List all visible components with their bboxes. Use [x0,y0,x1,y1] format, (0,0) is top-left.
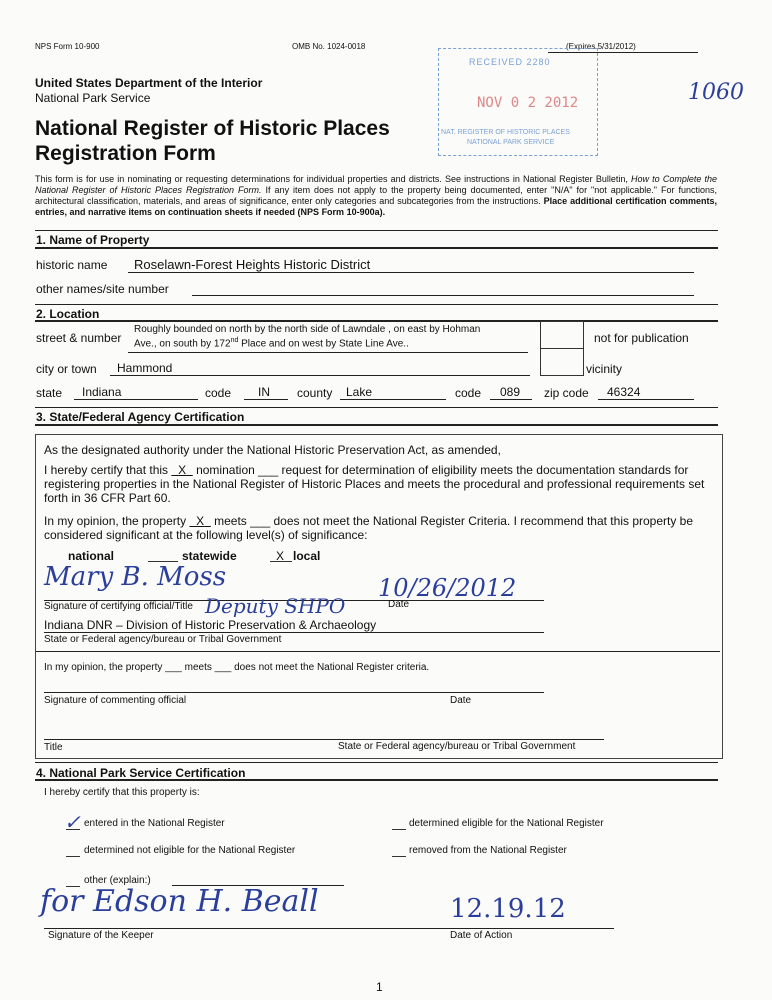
stamp-line3: NAT. REGISTER OF HISTORIC PLACES [441,129,570,136]
section3-title: 3. State/Federal Agency Certification [36,410,245,424]
state-value[interactable]: Indiana [82,385,122,399]
nps-cert-intro: I hereby certify that this property is: [44,787,200,798]
level-local-mark: X [276,549,285,563]
not-for-publication-checkbox[interactable] [540,321,584,349]
certifying-signature-label: Signature of certifying official/Title [44,601,193,612]
date-of-action-label: Date of Action [450,930,513,941]
stamp-line4: NATIONAL PARK SERVICE [467,139,555,146]
county-label: county [297,386,333,400]
keeper-signature: for Edson H. Beall [40,884,319,919]
zip-value[interactable]: 46324 [607,385,641,399]
stamp-line1: RECEIVED 2280 [469,57,551,67]
historic-name-label: historic name [36,258,108,272]
certifying-signature: Mary B. Moss [44,562,227,592]
county-code-label: code [455,386,482,400]
vicinity-checkbox[interactable] [540,348,584,376]
option-entered[interactable]: entered in the National Register [84,818,225,829]
state-code-value[interactable]: IN [258,385,270,399]
county-value[interactable]: Lake [346,385,373,399]
city-label: city or town [36,362,97,376]
county-code-value[interactable]: 089 [500,385,521,399]
cert-p2: I hereby certify that this X nomination ___ request for determination of eligibility meets the documentation standards for registering properties in the National Register of Historic Places and meets the procedural and professional requirements set forth in 36 CFR Part 60. [44,463,705,505]
opt1-check-handwritten: ✓ [64,810,81,834]
vicinity-label: vicinity [586,362,623,376]
level-national[interactable]: national [68,549,115,563]
section2-title: 2. Location [36,307,100,321]
commenting-agency-label: State or Federal agency/bureau or Tribal Government [338,741,576,752]
opt4-blank[interactable] [392,856,406,857]
form-number: NPS Form 10-900 [35,42,100,51]
intro-paragraph: This form is for use in nominating or requesting determinations for individual properties and districts. See instructions in National Register Bulletin, How to Complete the National Register of Historic Places Registration Form. If any item does not apply to the property being documented, enter "N/A" for "not applicable." For functions, architectural classification, materials, and areas of significance, enter only categories and subcategories from the instructions. Place additional certification comments, entries, and narrative items on continuation sheets if needed (NPS Form 10-900a). [35,174,718,217]
cert-p3: In my opinion, the property X meets ___ does not meet the National Register Criteria. I recommend that this property be considered significant at the following level(s) of significance: [44,514,694,542]
street-value-line1[interactable]: Roughly bounded on north by the north side of Lawndale , on east by Hohman [134,324,481,335]
page-number: 1 [376,980,383,994]
section1-title: 1. Name of Property [36,233,150,247]
level-local[interactable]: local [293,549,321,563]
agency-name: Indiana DNR – Division of Historic Preservation & Archaeology [44,618,377,632]
state-code-label: code [205,386,232,400]
opt3-blank[interactable] [66,856,80,857]
city-value[interactable]: Hammond [117,361,173,375]
section4-title: 4. National Park Service Certification [36,766,246,780]
not-for-publication-label: not for publication [594,331,689,345]
certifying-title-handwritten: Deputy SHPO [205,594,346,618]
form-title-line2: Registration Form [35,142,216,165]
option-removed[interactable]: removed from the National Register [409,845,567,856]
cert-p1: As the designated authority under the National Historic Preservation Act, as amended, [44,443,501,457]
option-not-eligible[interactable]: determined not eligible for the National Register [84,845,296,856]
opt2-blank[interactable] [392,829,406,830]
handwritten-reference: 1060 [688,80,744,105]
commenting-date-label: Date [450,695,472,706]
received-stamp [438,48,598,156]
service-name: National Park Service [35,91,151,105]
option-determined-eligible[interactable]: determined eligible for the National Register [409,818,604,829]
agency-label: State or Federal agency/bureau or Tribal Government [44,634,282,645]
stamp-date: NOV 0 2 2012 [477,95,579,111]
historic-name-value[interactable]: Roselawn-Forest Heights Historic District [134,257,371,272]
keeper-signature-label: Signature of the Keeper [48,930,154,941]
street-value-line2[interactable]: Ave., on south by 172nd Place and on west by State Line Ave.. [134,337,409,350]
expires-date: (Expires 5/31/2012) [566,42,636,51]
omb-number: OMB No. 1024-0018 [292,42,366,51]
department-name: United States Department of the Interior [35,76,263,90]
level-statewide[interactable]: statewide [182,549,237,563]
commenting-signature-label: Signature of commenting official [44,695,187,706]
certifying-date-label: Date [388,599,410,610]
state-label: state [36,386,63,400]
action-date-handwritten: 12.19.12 [450,894,566,924]
certifying-date: 10/26/2012 [378,574,517,602]
option-other[interactable]: other (explain:) [84,875,151,886]
form-title-line1: National Register of Historic Places [35,117,390,140]
zip-label: zip code [544,386,589,400]
commenting-title-label: Title [44,742,63,753]
other-names-label: other names/site number [36,282,169,296]
street-label: street & number [36,331,122,345]
commenting-opinion: In my opinion, the property ___ meets ___ does not meet the National Register criteria. [44,662,430,673]
